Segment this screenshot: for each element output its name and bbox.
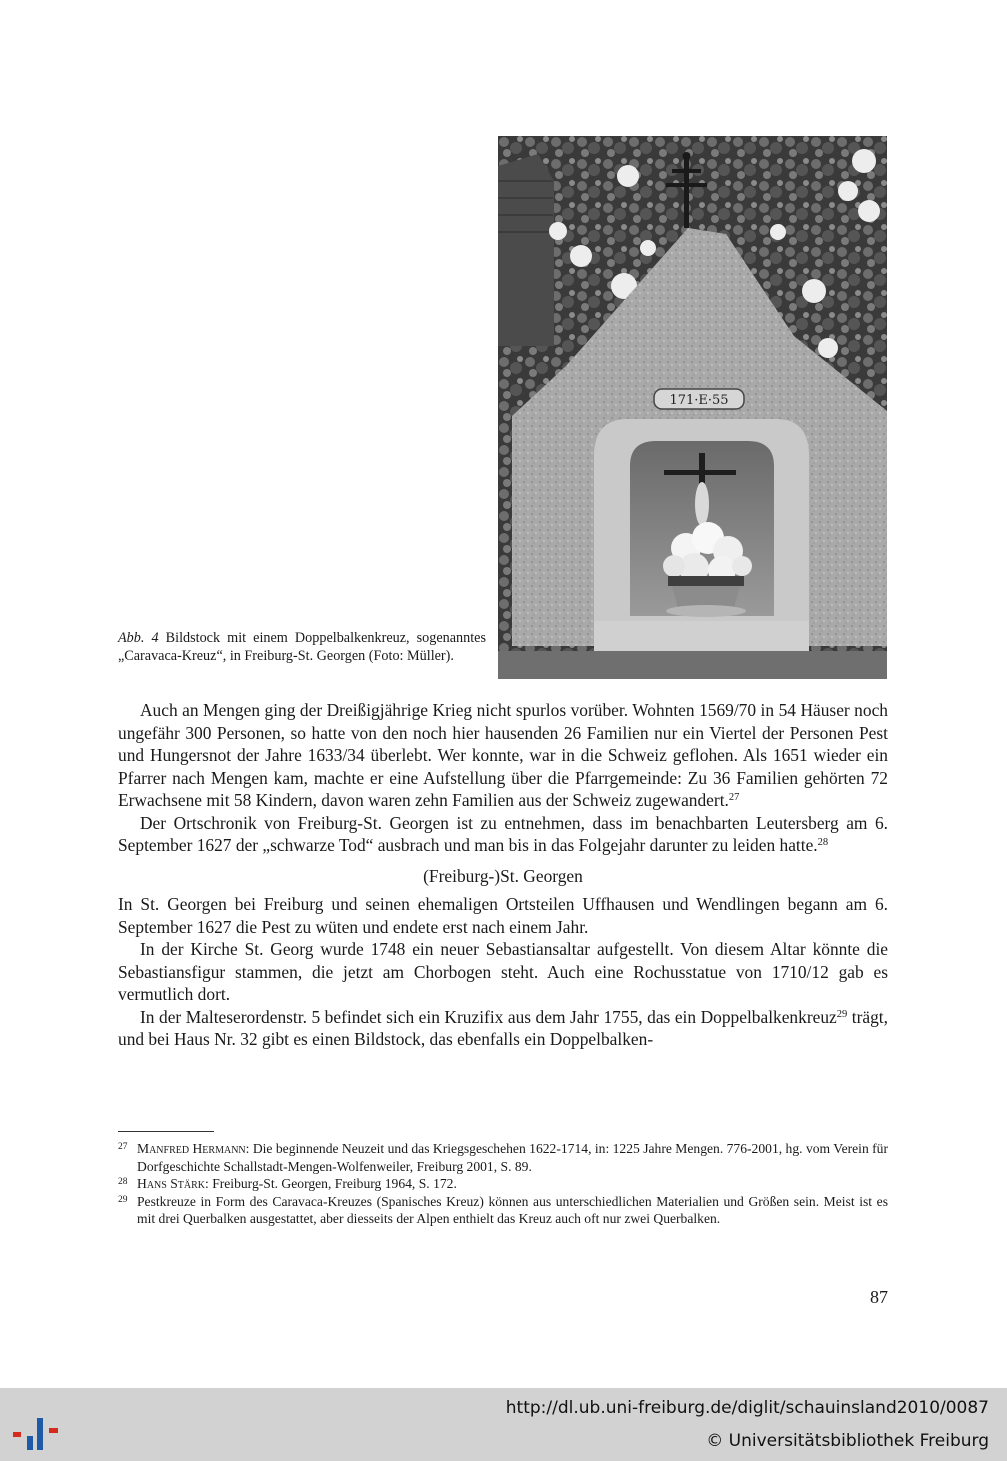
paragraph: In St. Georgen bei Freiburg und seinen ehemaligen Ortsteilen Uffhausen und Wendlingen begann am 6. September 1627 die Pest zu wüten und endete erst nach einem Jahr. — [118, 894, 888, 937]
paragraph-text: Der Ortschronik von Freiburg-St. Georgen ist zu entnehmen, dass im benachbarten Leutersberg am 6. September 1627 der „schwarze Tod“ ausbrach und man bis in das Folgejahr darunter zu leiden hatte. — [118, 812, 888, 855]
library-logo-icon — [10, 1400, 64, 1452]
page-number: 87 — [870, 1287, 888, 1307]
paragraph — [118, 1006, 888, 1051]
footer-url-link[interactable]: http://dl.ub.uni-freiburg.de/diglit/schauinsland2010/0087 — [505, 1398, 989, 1418]
footnote-number: 29 — [118, 1194, 128, 1205]
paragraph: In der Kirche St. Georg wurde 1748 ein neuer Sebastiansaltar aufgestellt. Von diesem Altar könnte die Sebastiansfigur stammen, die jetzt am Chorbogen steht. Auch eine Rochusstatue von 1710/12 gab es vermutlich dort. — [118, 939, 888, 1004]
paragraph-text: trägt, und bei Haus Nr. 32 gibt es einen Bildstock, das ebenfalls ein Doppelbalken- — [118, 1006, 888, 1049]
paragraph — [118, 699, 888, 812]
footnote-author: Manfred Hermann — [137, 1141, 246, 1156]
footnote-number: 27 — [118, 1142, 128, 1152]
footnote-divider — [118, 1131, 214, 1132]
footnote — [118, 1140, 888, 1175]
shrine-photograph — [498, 136, 887, 679]
figure-caption — [118, 629, 486, 665]
main-text — [118, 699, 888, 1051]
footer-bar — [0, 1388, 1007, 1461]
footnote-author: Hans Stärk — [137, 1176, 206, 1191]
figure-label: Abb. 4 — [118, 630, 159, 646]
footnote — [118, 1193, 888, 1228]
footnote — [118, 1175, 888, 1193]
shrine-inscription: 171·E·55 — [669, 393, 729, 408]
figure-photo — [498, 136, 887, 679]
footnote-text: Pestkreuze in Form des Caravaca-Kreuzes (Spanisches Kreuz) können aus unterschiedlichen Materialien und Größen sein. Meist ist es mit drei Querbalken ausgestattet, aber diesseits der Alpen enthielt das Kreuz auch oft nur zwei Querbalken. — [137, 1193, 888, 1226]
paragraph — [118, 812, 888, 857]
figure-caption-text: Bildstock mit einem Doppelbalkenkreuz, sogenanntes „Caravaca-Kreuz“, in Freiburg-St. Georgen (Foto: Müller). — [118, 630, 487, 664]
section-heading: (Freiburg-)St. Georgen — [423, 865, 583, 886]
footnote-text: : Freiburg-St. Georgen, Freiburg 1964, S. 172. — [205, 1176, 457, 1191]
footer-copyright: © Universitätsbibliothek Freiburg — [706, 1431, 989, 1451]
footnote-ref[interactable]: 28 — [817, 837, 829, 848]
footnote-ref[interactable]: 27 — [728, 792, 740, 803]
footnote-text: : Die beginnende Neuzeit und das Kriegsgeschehen 1622-1714, in: 1225 Jahre Mengen. 776-2001, hg. vom Verein für Dorfgeschichte Schallstadt-Mengen-Wolfenweiler, Freiburg 2001, S. 89. — [137, 1141, 888, 1174]
paragraph-text: In der Malteserordenstr. 5 befindet sich ein Kruzifix aus dem Jahr 1755, das ein Doppelbalkenkreuz — [140, 1006, 837, 1027]
footnote-ref[interactable]: 29 — [836, 1008, 848, 1020]
footnote-number: 28 — [118, 1177, 128, 1187]
footnotes — [118, 1140, 888, 1228]
paragraph-text: Auch an Mengen ging der Dreißigjährige Krieg nicht spurlos vorüber. Wohnten 1569/70 in 54 Häuser noch ungefähr 300 Personen, so hatte von den noch hier hausenden 26 Familien nur ein Viertel der Personen Pest und Hungersnot der Jahre 1633/34 überlebt. Wer konnte, war in die Schweiz geflohen. Als 1651 wieder ein Pfarrer nach Mengen kam, machte er eine Aufstellung über die Pfarrgemeinde: Zu 36 Familien gehörten 72 Erwachsene mit 58 Kindern, davon waren zehn Familien aus der Schweiz zugewandert. — [118, 700, 888, 810]
